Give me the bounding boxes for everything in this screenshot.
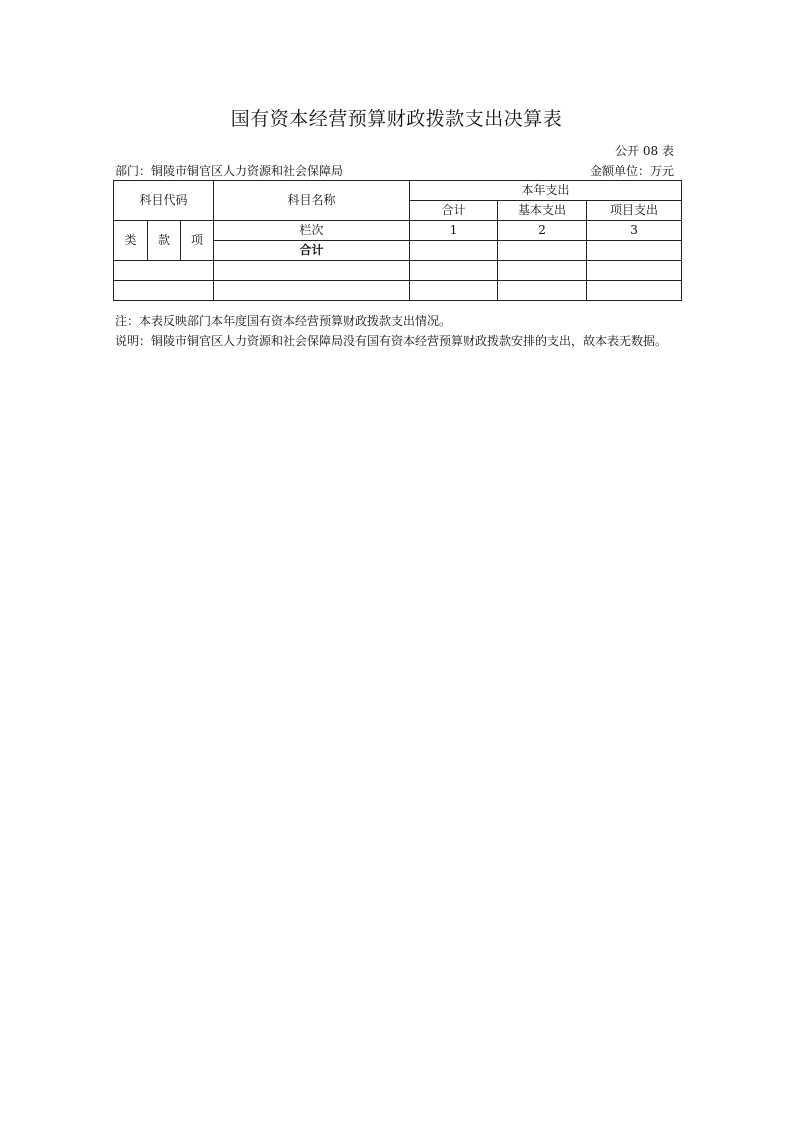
table-cell <box>214 261 410 281</box>
department-label: 部门：铜陵市铜官区人力资源和社会保障局 <box>115 164 344 178</box>
table-cell <box>587 261 682 281</box>
code-section-header: 款 <box>148 221 181 261</box>
table-explanation: 说明：铜陵市铜官区人力资源和社会保障局没有国有资本经营预算财政拨款安排的支出，故本表无数据。 <box>115 334 668 348</box>
code-item-header: 项 <box>181 221 214 261</box>
header-total: 合计 <box>410 201 498 221</box>
header-subject-code: 科目代码 <box>114 181 214 221</box>
table-cell <box>114 261 214 281</box>
table-number: 公开 08 表 <box>615 144 674 158</box>
table-cell <box>214 281 410 301</box>
column-index-1: 1 <box>410 221 498 241</box>
table-cell <box>587 281 682 301</box>
table-cell <box>114 281 214 301</box>
header-current-year-expenditure: 本年支出 <box>410 181 682 201</box>
header-subject-name: 科目名称 <box>214 181 410 221</box>
column-index-3: 3 <box>587 221 682 241</box>
table-row <box>114 281 682 301</box>
table-cell <box>410 261 498 281</box>
table-note: 注：本表反映部门本年度国有资本经营预算财政拨款支出情况。 <box>115 314 452 328</box>
table-row <box>114 261 682 281</box>
code-class-header: 类 <box>114 221 148 261</box>
total-row-label: 合计 <box>214 241 410 261</box>
total-basic-cell <box>498 241 587 261</box>
total-cell <box>410 241 498 261</box>
amount-unit-label: 金额单位：万元 <box>589 164 674 178</box>
document-title: 国有资本经营预算财政拨款支出决算表 <box>230 108 563 130</box>
total-project-cell <box>587 241 682 261</box>
table-cell <box>498 281 587 301</box>
column-index-label: 栏次 <box>214 221 410 241</box>
column-index-2: 2 <box>498 221 587 241</box>
expenditure-table <box>113 180 682 301</box>
header-basic-expenditure: 基本支出 <box>498 201 587 221</box>
header-row-1 <box>114 181 682 201</box>
table-cell <box>498 261 587 281</box>
header-project-expenditure: 项目支出 <box>587 201 682 221</box>
column-index-row <box>114 221 682 241</box>
table-cell <box>410 281 498 301</box>
